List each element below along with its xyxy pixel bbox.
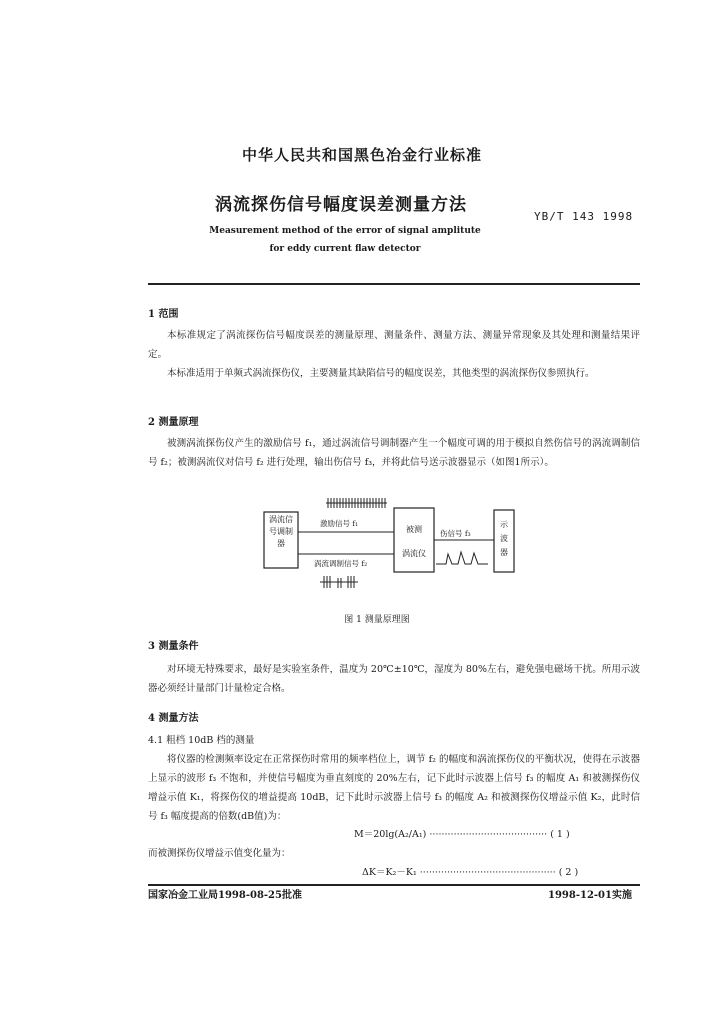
section-4-heading: 4 测量方法 (148, 713, 199, 724)
excitation-signal-label: 激励信号 f₁ (320, 519, 359, 528)
standard-code: YB/T 143 1998 (534, 210, 634, 223)
english-title-line-2: for eddy current flaw detector (269, 244, 421, 254)
section-4-paragraph-2: 而被测探伤仪增益示值变化量为： (148, 848, 291, 859)
scope-label: 示波器 (500, 520, 508, 557)
section-4-paragraph-1: 将仪器的检测频率设定在正常探伤时常用的频率档位上，调节 f₂ 的幅度和涡流探伤仪的平衡状况，使得在示波器上显示的波形 f₃ 不饱和，并使信号幅度为垂直刻度的 20%左右，记下此时示波器上信号 f₃ 的幅度 A₁ 和被测探伤仪增益示值 K₁，将探伤仪的增益提高 10dB，记下此时示波器上信号 f₃ 的幅度 A₂ 和被测探伤仪增益示值 K₂，此时信号 f₃ 幅度提高的倍数(dB值)为： (148, 754, 640, 822)
detector-label-1: 被测 (406, 525, 422, 534)
approval-date: 国家冶金工业局1998-08-25批准 (148, 890, 302, 901)
section-2-heading: 2 测量原理 (148, 417, 199, 428)
section-4-body (148, 750, 640, 826)
measurement-principle-diagram (258, 496, 520, 590)
issuing-organization: 中华人民共和国黑色冶金行业标准 (241, 146, 482, 164)
section-2-paragraph-1: 被测涡流探伤仪产生的激励信号 f₁，通过涡流信号调制器产生一个幅度可调的用于模拟自然伤信号的涡流调制信号 f₂；被测涡流仪对信号 f₂ 进行处理，输出伤信号 f₃，并将此信号送示波器显示（如图1所示）。 (148, 438, 640, 468)
figure-1-caption: 图 1 测量原理图 (344, 615, 410, 625)
section-1-heading: 1 范围 (148, 309, 179, 320)
section-1-body (148, 326, 640, 383)
section-3-body (148, 660, 640, 698)
section-2-body (148, 434, 640, 472)
implementation-date: 1998-12-01实施 (548, 890, 632, 901)
english-title-line-1: Measurement method of the error of signal amplitute (209, 226, 481, 236)
detector-box (394, 508, 434, 572)
diagram-lines (258, 496, 520, 590)
section-3-heading: 3 测量条件 (148, 641, 199, 652)
equation-2: ΔK＝K₂－K₁ ············································· ( 2 ) (362, 867, 579, 878)
document-title: 涡流探伤信号幅度误差测量方法 (215, 195, 467, 215)
excitation-burst-waveform (326, 498, 387, 508)
subsection-4-1-heading: 4.1 粗档 10dB 档的测量 (148, 735, 255, 746)
section-1-paragraph-1: 本标准规定了涡流探伤信号幅度误差的测量原理、测量条件、测量方法、测量异常现象及其处理和测量结果评定。 (148, 330, 640, 360)
detector-label-2: 涡流仪 (402, 549, 426, 558)
flaw-waveform (436, 552, 488, 564)
modulated-burst-waveform (320, 576, 358, 588)
modulated-signal-label: 涡流调制信号 f₂ (314, 559, 368, 568)
flaw-signal-label: 伤信号 f₃ (440, 529, 471, 538)
section-3-paragraph-1: 对环境无特殊要求，最好是实验室条件，温度为 20℃±10℃，湿度为 80%左右，避免强电磁场干扰。所用示波器必须经计量部门计量检定合格。 (148, 664, 640, 694)
section-1-paragraph-2: 本标准适用于单频式涡流探伤仪，主要测量其缺陷信号的幅度误差，其他类型的涡流探伤仪参照执行。 (167, 368, 595, 379)
header-rule (148, 283, 640, 285)
equation-1: M＝20lg(A₂/A₁) ······································· ( 1 ) (354, 829, 570, 840)
modulator-label: 涡流信号调制器 (269, 515, 293, 548)
